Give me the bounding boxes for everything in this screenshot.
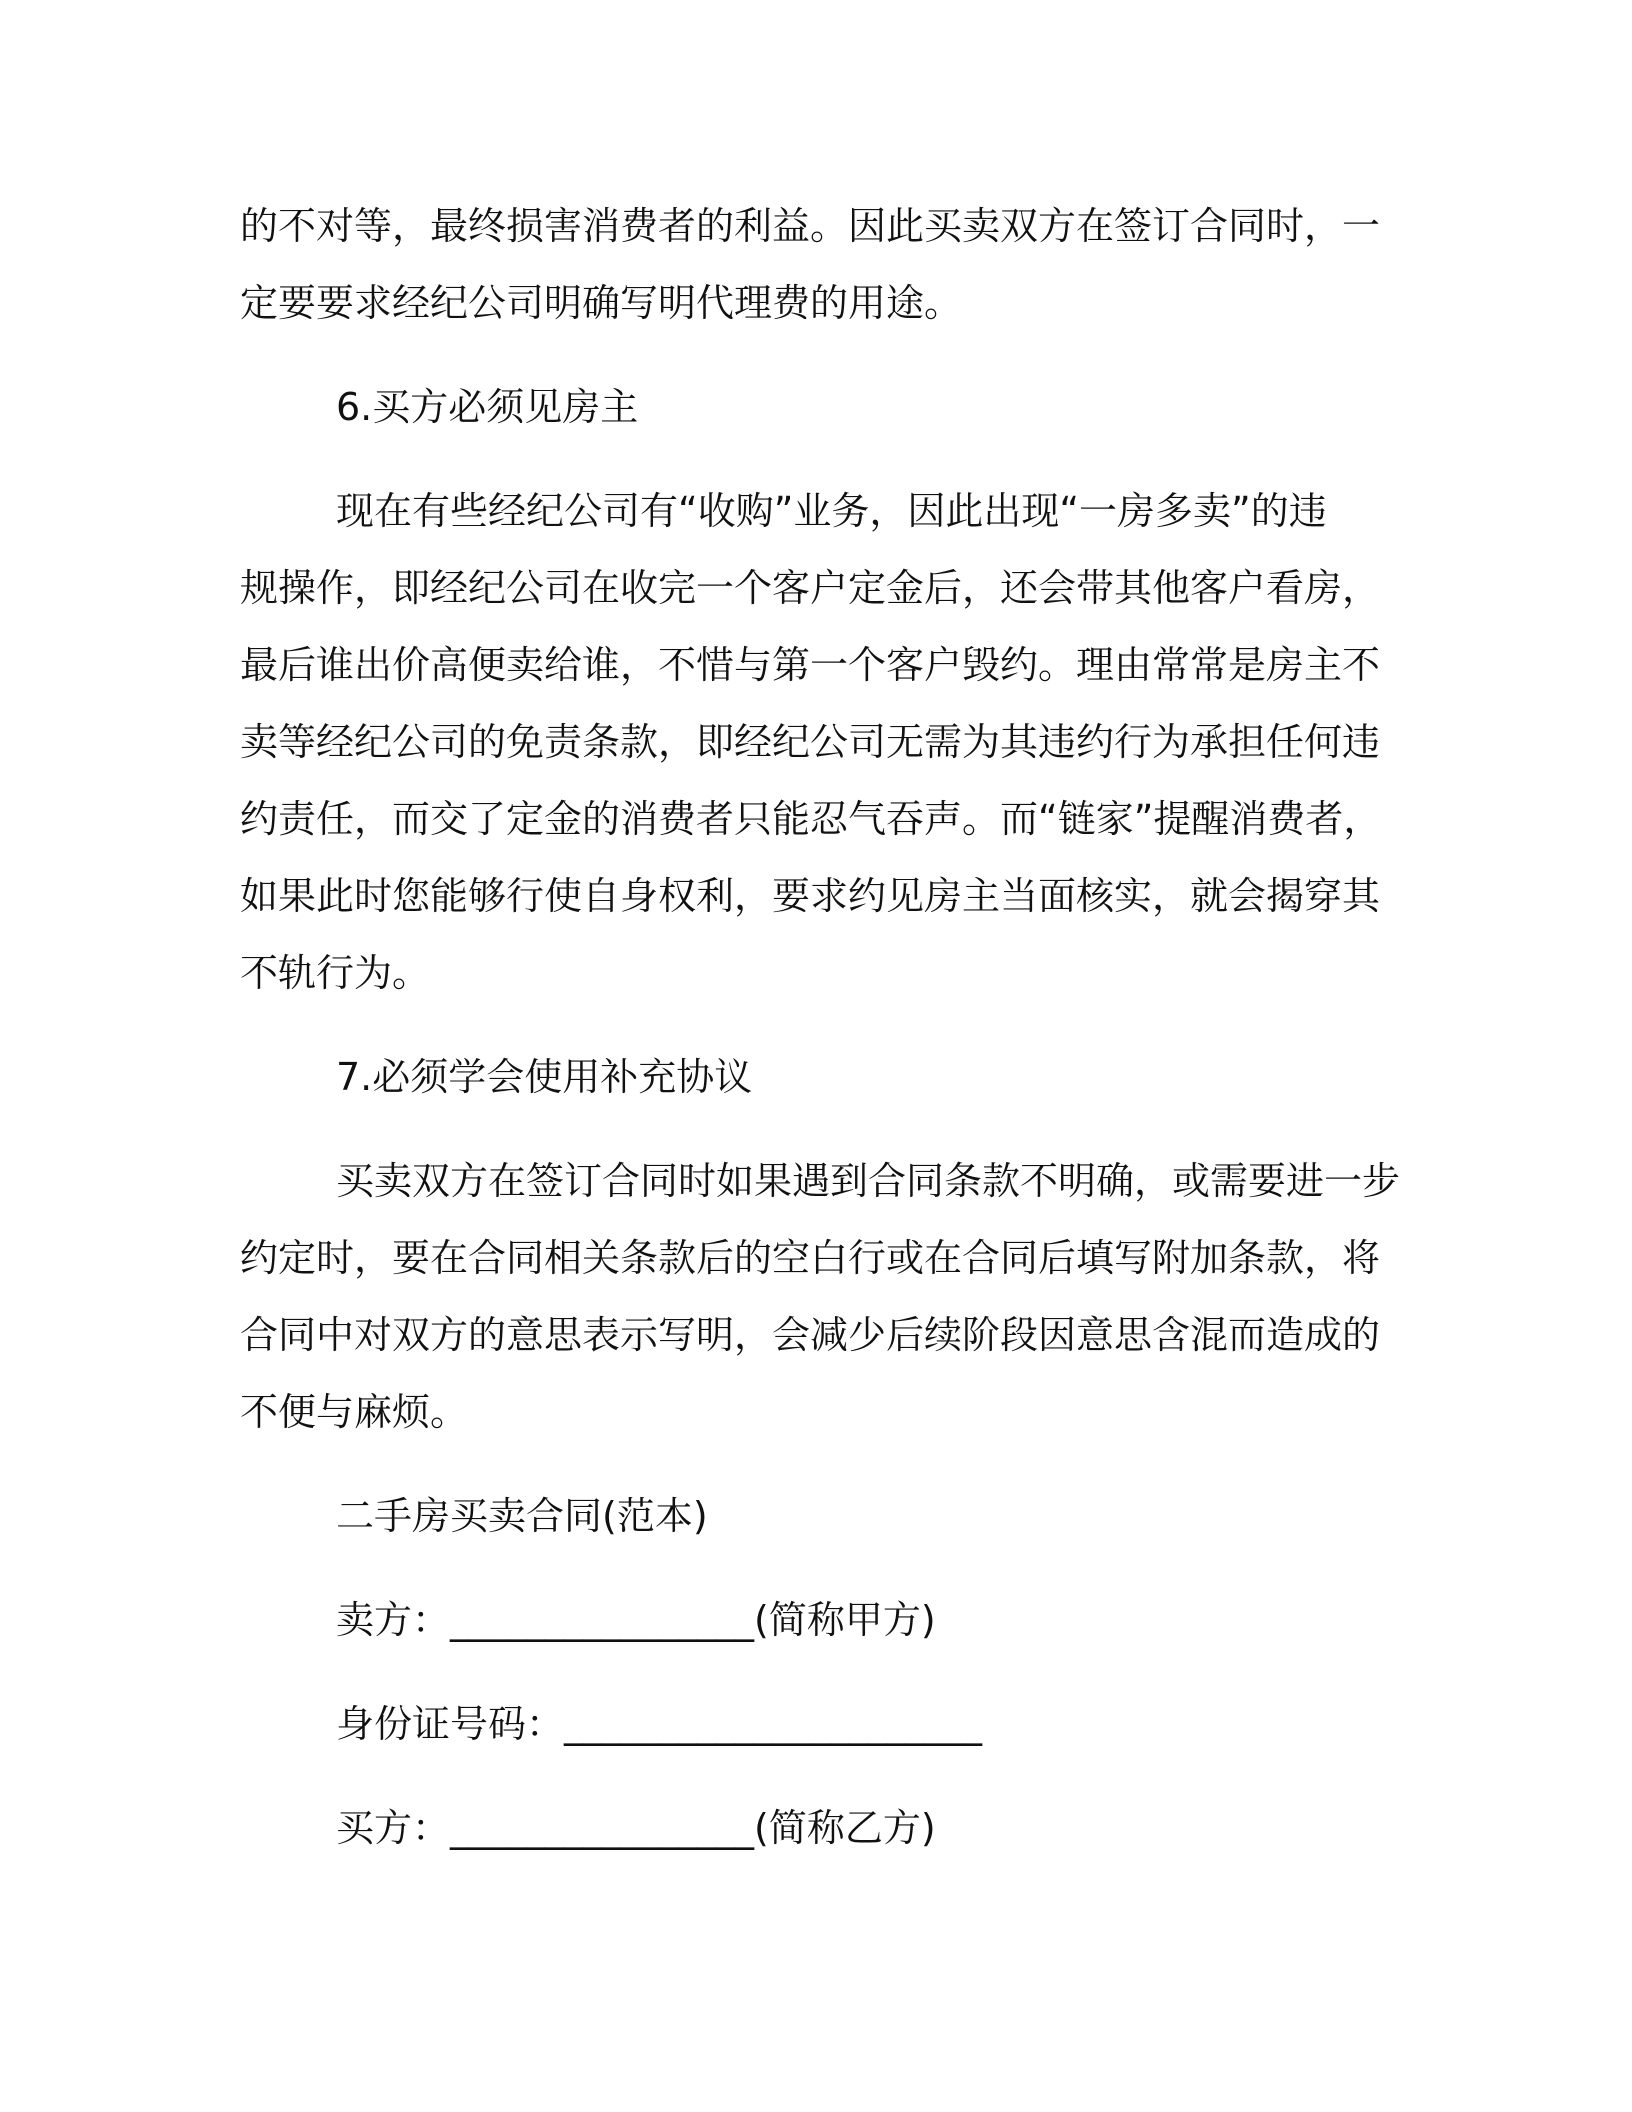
text-line: 不轨行为。: [240, 951, 431, 995]
id-number-field: [240, 1686, 1395, 1763]
contract-title: [240, 1478, 1395, 1555]
heading-text: 7.必须学会使用补充协议: [336, 1055, 753, 1099]
heading-text: 6.买方必须见房主: [336, 385, 639, 429]
text-line: 卖等经纪公司的免责条款，即经纪公司无需为其违约行为承担任何违: [240, 720, 1381, 764]
text-line: 的不对等，最终损害消费者的利益。因此买卖双方在签订合同时，一: [240, 204, 1381, 248]
text-line: 规操作，即经纪公司在收完一个客户定金后，还会带其他客户看房，: [240, 566, 1381, 610]
contract-title-text: 二手房买卖合同(范本): [336, 1494, 708, 1538]
paragraph-supplementary-agreement: [240, 1143, 1401, 1451]
text-line: 约定时，要在合同相关条款后的空白行或在合同后填写附加条款，将: [240, 1236, 1381, 1280]
text-line: 合同中对双方的意思表示写明，会减少后续阶段因意思含混而造成的: [240, 1313, 1381, 1357]
text-line: 最后谁出价高便卖给谁，不惜与第一个客户毁约。理由常常是房主不: [240, 643, 1381, 687]
seller-field: [240, 1582, 1395, 1659]
seller-field-text: 卖方：________________(简称甲方): [336, 1598, 936, 1642]
section-heading-6: [240, 369, 1395, 446]
text-line: 如果此时您能够行使自身权利，要求约见房主当面核实，就会揭穿其: [240, 874, 1381, 918]
text-line: 不便与麻烦。: [240, 1390, 469, 1434]
buyer-field: [240, 1790, 1395, 1867]
text-line: 现在有些经纪公司有“收购”业务，因此出现“一房多卖”的违: [336, 489, 1327, 533]
text-line: 约责任，而交了定金的消费者只能忍气吞声。而“链家”提醒消费者，: [240, 797, 1382, 841]
text-line: 买卖双方在签订合同时如果遇到合同条款不明确，或需要进一步: [336, 1159, 1401, 1203]
section-heading-7: [240, 1039, 1395, 1116]
text-line: 定要要求经纪公司明确写明代理费的用途。: [240, 281, 963, 325]
paragraph-agency-fee-conclusion: [240, 188, 1395, 342]
id-number-field-text: 身份证号码：______________________: [336, 1702, 983, 1746]
paragraph-meet-owner: [240, 473, 1395, 1012]
buyer-field-text: 买方：________________(简称乙方): [336, 1806, 936, 1850]
document-body: [240, 188, 1401, 1867]
